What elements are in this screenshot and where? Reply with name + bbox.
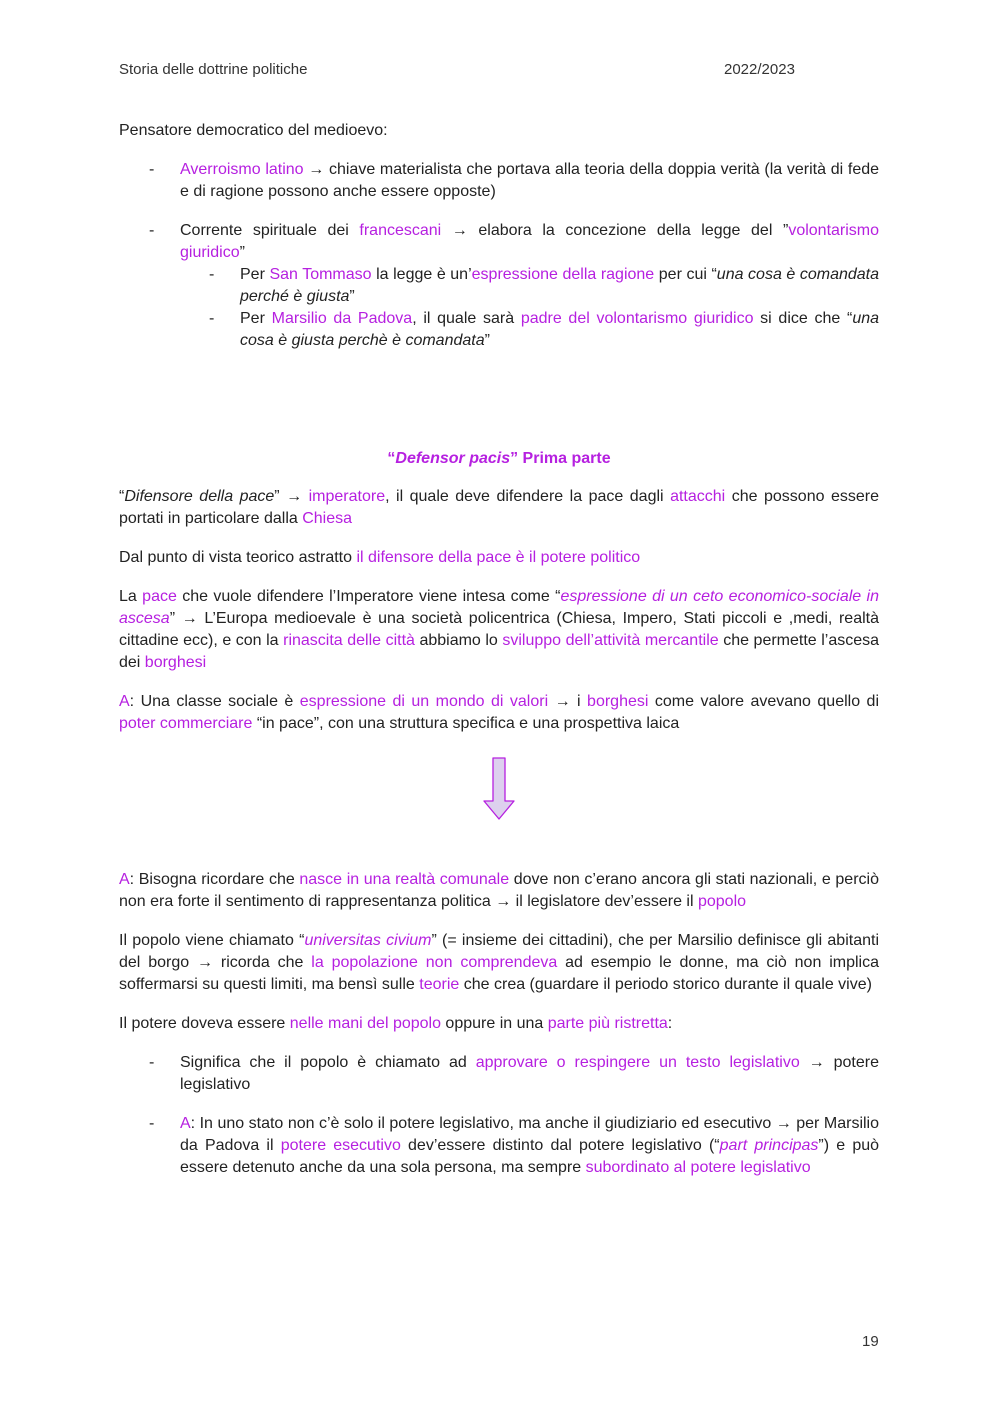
bullet-dash: -: [149, 161, 155, 178]
text: che permette l’ascesa dei: [119, 632, 880, 671]
text: : In uno stato non c’è solo il potere legislativo, ma anche il giudiziario ed esecutivo → per Marsilio da Padova il: [180, 1115, 879, 1154]
text: → i: [548, 693, 588, 710]
text: per cui “: [654, 266, 717, 283]
term-part-principas: part principas: [719, 1137, 819, 1154]
term-poter-commerciare: poter commerciare: [119, 715, 253, 732]
text: Per: [240, 310, 272, 327]
text: Per: [240, 266, 270, 283]
text: , il quale sarà: [412, 310, 521, 327]
term-parte-ristretta: parte più ristretta: [547, 1015, 668, 1032]
text: abbiamo lo: [414, 632, 503, 649]
text: come valore avevano quello di: [648, 693, 880, 710]
paragraph-difensore: [119, 486, 879, 530]
note-marker: A: [180, 1115, 191, 1132]
text: Il potere doveva essere: [119, 1015, 290, 1032]
text: La: [119, 588, 143, 605]
text: Corrente spirituale dei: [180, 222, 360, 239]
text: Il popolo viene chiamato “: [119, 932, 305, 949]
bullet-legislativo: [119, 1052, 879, 1096]
arrow-container: [119, 757, 879, 821]
term-attacchi: attacchi: [670, 488, 726, 505]
text: si dice che “: [753, 310, 853, 327]
text: che crea (guardare il periodo storico durante il quale vive): [459, 976, 872, 993]
subbullet-marsilio: [119, 308, 879, 352]
page-number: 19: [862, 1333, 879, 1350]
term-potere-esecutivo: potere esecutivo: [280, 1137, 401, 1154]
term-rinascita-citta: rinascita delle città: [283, 632, 415, 649]
text: che vuole difendere l’Imperatore viene intesa come “: [176, 588, 561, 605]
text: dove non c’erano ancora gli stati nazionali, e perciò non era forte il sentimento di rappresentanza politica → il legislatore dev’essere il: [119, 871, 879, 910]
text: dev’essere distinto dal potere legislativo (“: [400, 1137, 720, 1154]
text: : Una classe sociale è: [129, 693, 300, 710]
term-mondo-valori: espressione di un mondo di valori: [299, 693, 549, 710]
section-title: [119, 448, 879, 470]
term-sviluppo-mercantile: sviluppo dell’attività mercantile: [502, 632, 719, 649]
note-marker: A: [119, 693, 130, 710]
bullet-dash: -: [209, 266, 215, 283]
text: ”) e può essere detenuto anche da una sola persona, ma sempre: [180, 1137, 880, 1176]
bullet-esecutivo: [119, 1113, 879, 1179]
paragraph-universitas: [119, 930, 879, 996]
text: ad esempio le donne, ma ciò non implica soffermarsi su questi limiti, ma bensì sulle: [119, 954, 880, 993]
term-imperatore: imperatore: [308, 488, 386, 505]
text: : Bisogna ricordare che: [129, 871, 300, 888]
title-rest: ” Prima parte: [510, 450, 611, 467]
title-defensor-pacis: Defensor pacis: [395, 450, 511, 467]
term-espressione-ragione: espressione della ragione: [471, 266, 655, 283]
term-popolo: popolo: [697, 893, 747, 910]
term-marsilio: Marsilio da Padova: [271, 310, 413, 327]
text: Significa che il popolo è chiamato ad: [180, 1054, 476, 1071]
text: ”: [349, 288, 355, 305]
header-course-title: Storia delle dottrine politiche: [119, 61, 308, 78]
term-popolazione: la popolazione non comprendeva: [311, 954, 558, 971]
term-pace: pace: [142, 588, 177, 605]
term-realta-comunale: nasce in una realtà comunale: [299, 871, 510, 888]
text: che possono essere portati in particolare dalla: [119, 488, 879, 527]
term-volontarismo: volontarismo giuridico: [180, 222, 880, 261]
title-quote: “: [387, 450, 396, 467]
text: la legge è un’: [371, 266, 472, 283]
text: ” (= insieme dei cittadini), che per Marsilio definisce gli abitanti del borgo → ricorda che: [119, 932, 880, 971]
term-approvare-respingere: approvare o respingere un testo legislativo: [475, 1054, 800, 1071]
bullet-dash: -: [149, 1054, 155, 1071]
bullet-francescani: [119, 220, 879, 264]
term-subordinato: subordinato al potere legislativo: [585, 1159, 811, 1176]
bullet-dash: -: [209, 310, 215, 327]
term-mani-popolo: nelle mani del popolo: [289, 1015, 441, 1032]
text: , il quale deve difendere la pace dagli: [385, 488, 671, 505]
text: ”: [239, 244, 245, 261]
paragraph-punto-di-vista: [119, 547, 879, 569]
text: ” →: [274, 488, 309, 505]
text: ”: [484, 332, 490, 349]
bullet-dash: -: [149, 1115, 155, 1132]
paragraph-realta-comunale: [119, 869, 879, 913]
text: → potere legislativo: [180, 1054, 879, 1093]
down-arrow-icon: [482, 757, 516, 821]
quote-ceto: espressione di un ceto economico-sociale in ascesa: [119, 588, 880, 627]
text: → elabora la concezione della legge del ”: [441, 222, 789, 239]
page-content: [119, 120, 879, 1179]
text: Dal punto di vista teorico astratto: [119, 549, 357, 566]
term-san-tommaso: San Tommaso: [269, 266, 372, 283]
quote-text: una cosa è comandata perché è giusta: [240, 266, 880, 305]
text: “in pace”, con una struttura specifica e una prospettiva laica: [252, 715, 680, 732]
subbullet-san-tommaso: [119, 264, 879, 308]
intro-line: Pensatore democratico del medioevo:: [119, 122, 388, 139]
bullet-dash: -: [149, 222, 155, 239]
term-francescani: francescani: [359, 222, 442, 239]
term-borghesi: borghesi: [144, 654, 207, 671]
text: ” → L’Europa medioevale è una società policentrica (Chiesa, Impero, Stati piccoli e ,medi, realtà cittadine ecc), e con la: [119, 610, 879, 649]
term-potere-politico: il difensore della pace è il potere politico: [356, 549, 641, 566]
paragraph-pace: [119, 586, 879, 674]
note-marker: A: [119, 871, 130, 888]
term-universitas-civium: universitas civium: [304, 932, 432, 949]
paragraph-classe-sociale: [119, 691, 879, 735]
term-chiesa: Chiesa: [302, 510, 353, 527]
quote-text: una cosa è giusta perchè è comandata: [240, 310, 880, 349]
term-averroismo: Averroismo latino: [180, 161, 304, 178]
quote-text: Difensore della pace: [124, 488, 275, 505]
text: oppure in una: [440, 1015, 548, 1032]
text: :: [667, 1015, 673, 1032]
text: “: [119, 488, 125, 505]
paragraph-potere: [119, 1013, 879, 1035]
text: → chiave materialista che portava alla teoria della doppia verità (la verità di fede e di ragione possono anche essere opposte): [180, 161, 880, 200]
term-borghesi: borghesi: [587, 693, 649, 710]
term-teorie: teorie: [419, 976, 460, 993]
term-padre-volontarismo: padre del volontarismo giuridico: [520, 310, 754, 327]
bullet-averroismo: [119, 159, 879, 203]
header-academic-year: 2022/2023: [724, 61, 795, 78]
